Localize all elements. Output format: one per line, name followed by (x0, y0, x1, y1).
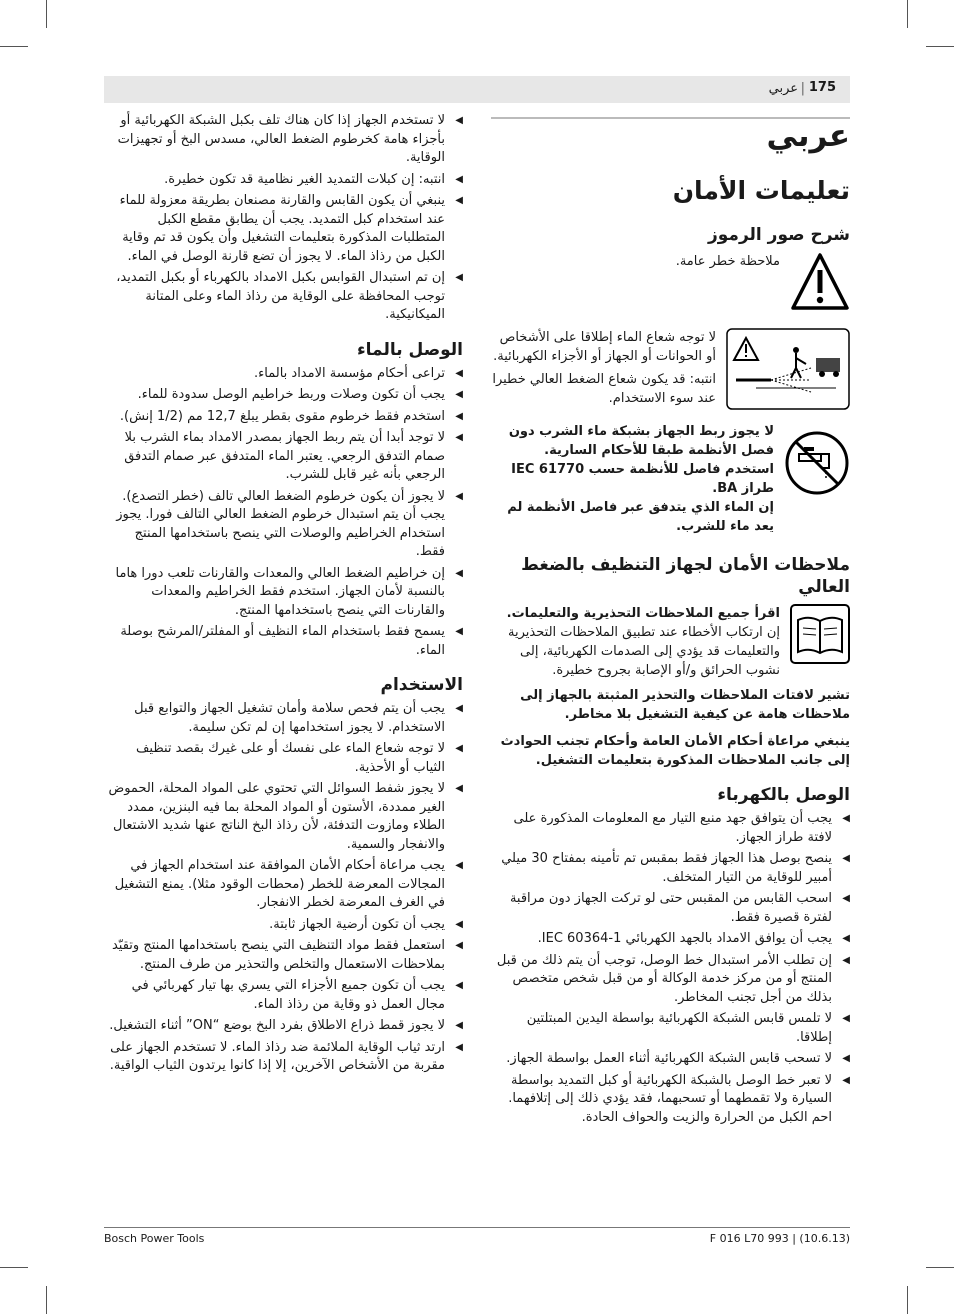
header-language: عربي (768, 81, 798, 96)
cable-list (104, 112, 463, 325)
right-column (491, 224, 850, 1130)
crop-mark (926, 46, 954, 47)
list-item-text: لا توجد أبدا أن يتم ربط الجهاز بمصدر الامداد بماء الشرب بلا صمام التدفق الرجعي. يعتبر الماء المتدفق عبر صمام التدفق الرجعي بأنه غير قابل للشرب. (124, 430, 445, 482)
list-item (491, 952, 850, 1008)
crop-mark (46, 1286, 47, 1314)
list-item (104, 916, 463, 935)
bullet-arrow-icon: ◀ (455, 980, 463, 991)
list-item-text: ينصح بوصل هذا الجهاز فقط بمقبس تم تأمينه بمفتاح 30 ميلي أمبير للوقاية من التيار المتخلف. (501, 851, 832, 885)
footer-brand: Bosch Power Tools (104, 1232, 205, 1245)
list-item-text: يجب أن يتوافق جهد منبع التيار مع المعلومات المذكورة على لافتة طراز الجهاز. (513, 811, 832, 845)
list-item (104, 408, 463, 427)
no-drinking-texts (491, 422, 774, 536)
electrical-heading: الوصل بالكهرباء (717, 785, 850, 805)
bullet-arrow-icon: ◀ (455, 272, 463, 283)
crop-mark (0, 1267, 28, 1268)
water-connection-heading: الوصل بالماء (356, 339, 463, 360)
list-item (491, 810, 850, 847)
water-bold-text: لا يجوز ربط الجهاز بشبكة ماء الشرب دون فصل الأنظمة طبقا للأحكام السارية. استخدم فاصل للأنظمة حسب IEC 61770 طراز BA. (508, 424, 774, 496)
list-item (104, 112, 463, 168)
safety-title: تعليمات الأمان (672, 176, 850, 205)
read-manual-row (491, 604, 850, 680)
bullet-arrow-icon: ◀ (842, 813, 850, 824)
water-bold-text-2: إن الماء الذي يتدفق عبر فاصل الأنظمة لم يعد ماء للشرب. (507, 500, 774, 534)
read-manual-bold: اقرأ جميع الملاحظات التحذيرية والتعليمات. (506, 606, 780, 621)
list-item (104, 937, 463, 974)
symbol-general-danger (491, 252, 850, 316)
bullet-arrow-icon: ◀ (842, 1053, 850, 1064)
list-item (491, 850, 850, 887)
list-item-text: لا يجوز قمط ذراع الاطلاق بفرد البخ بوضع “ON” أثناء التشغيل. (109, 1018, 445, 1033)
page-title: عربي (766, 118, 850, 154)
list-item-text: استعمل فقط مواد التنظيف التي ينصح باستخدامها المنتج وتقيّد بملاحظات الاستعمال والتخلص والتحذير من طرف المنتج. (111, 938, 445, 972)
list-item-text: لا يجوز شفط السوائل التي تحتوي على المواد المحلة، الحموض الغير ممددة، الأستون أو المواد المحلة بما فيه البنزين، ممدد الطلاء ومازوت التدفئة، لأن رذاذ البخ الناتج عنها شديد الاشتعال والانفجار والسمية. (108, 781, 445, 852)
water-jet-text-1: لا توجه شعاع الماء إطلاقا على الأشخاص أو الحوانات أو الجهاز أو الأجزاء الكهربائية. (493, 330, 716, 364)
list-item-text: لا توجه شعاع الماء على نفسك أو على غيرك بقصد تنظيف الثياب أو الأحذية. (135, 741, 445, 775)
symbols-heading: شرح صور الرموز (707, 225, 850, 245)
list-item-text: إن تطلب الأمر استبدال خط الوصل، توجب أن يتم ذلك من قبل المنتج أو من مركز خدمة الوكالة أو من قبل شخص متخصص بذلك من أجل تجنب المخاطر. (496, 952, 832, 1005)
no-tap-icon (784, 430, 850, 500)
list-item-text: يسمح فقط باستخدام الماء النظيف أو المفلتر/المرشح بوصلة الماء. (120, 624, 445, 658)
crop-mark (907, 1286, 908, 1314)
list-item-text: لا تستخدم الجهاز إذا كان هناك تلف بكبل الشبكة الكهربائية أو بأجزاء هامة كخرطوم الضغط العالي، مسدس البخ أو تجهيزات الوقاية. (117, 113, 445, 165)
bullet-arrow-icon: ◀ (455, 743, 463, 754)
list-item (104, 1039, 463, 1076)
page-header (104, 76, 850, 103)
bullet-arrow-icon: ◀ (455, 367, 463, 379)
book-icon (790, 604, 850, 668)
usage-list (104, 700, 463, 1076)
list-item (491, 930, 850, 949)
list-item-text: اسحب القابس من المقبس حتى لو تركت الجهاز دون مراقبة لفترة قصيرة فقط. (509, 891, 832, 925)
bullet-arrow-icon: ◀ (455, 1020, 463, 1031)
list-item (104, 192, 463, 266)
list-item-text: إن تم استبدال القوابس بكبل الامداد بالكهرباء أو بكبل التمديد، توجب المحافظة على الوقاية من رذاذ الماء وعلى المتانة الميكانيكية. (116, 270, 445, 322)
list-item (491, 890, 850, 927)
list-item-text: يجب أن تكون وصلات وربط خراطيم الوصل سدودة للماء. (137, 387, 445, 402)
bullet-arrow-icon: ◀ (455, 173, 463, 185)
header-separator: | (800, 81, 805, 96)
bullet-arrow-icon: ◀ (455, 783, 463, 794)
list-item-text: لا تسحب قابس الشبكة الكهربائية أثناء العمل بواسطة الجهاز. (506, 1051, 832, 1066)
list-item (104, 857, 463, 913)
list-item-text: انتبه: إن كبلات التمديد الغير نظامية قد تكون خطيرة. (164, 171, 445, 187)
bullet-arrow-icon: ◀ (455, 195, 463, 206)
list-item-text: يجب أن يتم فحص سلامة وأمان تشغيل الجهاز والتوابع قبل الاستخدام. لا يجوز استخدامها إن لم تكن سليمة. (134, 701, 445, 735)
bullet-arrow-icon: ◀ (842, 1013, 850, 1024)
list-item (104, 386, 463, 405)
list-item (491, 1050, 850, 1069)
bullet-arrow-icon: ◀ (455, 490, 463, 502)
list-item (104, 565, 463, 621)
list-item-text: لا تلمس قابس الشبكة الكهربائية بواسطة اليدين المبتلتين إطلاقا. (526, 1011, 832, 1045)
bullet-arrow-icon: ◀ (455, 860, 463, 871)
list-item (104, 365, 463, 384)
symbol-no-drinking-water (491, 422, 850, 536)
general-danger-text: ملاحظة خطر عامة. (675, 254, 780, 269)
bullet-arrow-icon: ◀ (455, 703, 463, 714)
list-item (104, 977, 463, 1014)
bullet-arrow-icon: ◀ (455, 115, 463, 126)
list-item (104, 740, 463, 777)
bullet-arrow-icon: ◀ (842, 933, 850, 944)
water-connection-list (104, 365, 463, 661)
crop-mark (46, 0, 47, 28)
water-jet-texts (491, 328, 716, 408)
crop-mark (907, 0, 908, 28)
footer-doc-id: F 016 L70 993 | (10.6.13) (709, 1232, 850, 1245)
bullet-arrow-icon: ◀ (455, 918, 463, 930)
bullet-arrow-icon: ◀ (455, 567, 463, 579)
left-column (104, 112, 463, 1079)
list-item-text: يجب مراعاة أحكام الأمان الموافقة عند استخدام الجهاز في المجالات المعرضة للخطر (محطات الوقود مثلا). يمنع التشغيل في الغرف المعرضة لخطر الانفجار. (114, 858, 445, 910)
bullet-arrow-icon: ◀ (842, 1074, 850, 1086)
labels-note: تشير لافتات الملاحظات والتحذير المثبتة بالجهاز إلى ملاحظات هامة عن كيفية التشغيل بلا مخاطر. (520, 688, 850, 722)
bullet-arrow-icon: ◀ (455, 389, 463, 400)
list-item (104, 780, 463, 854)
list-item (104, 623, 463, 660)
list-item-text: يجب أن تكون أرضية الجهاز ثابتة. (269, 916, 445, 932)
page-number: 175 (808, 80, 836, 95)
bullet-arrow-icon: ◀ (842, 954, 850, 966)
water-jet-warning-icon (726, 328, 850, 414)
general-safety-heading: ملاحظات الأمان لجهاز التنظيف بالضغط العالي (521, 555, 850, 597)
list-item-text: تراعى أحكام مؤسسة الامداد بالماء. (254, 365, 445, 381)
crop-mark (0, 46, 28, 47)
bullet-arrow-icon: ◀ (455, 432, 463, 443)
list-item-text: إن خراطيم الضغط العالي والمعدات والقارنات تلعب دورا هاما بالنسبة لأمان الجهاز. استخدم فقط الخراطيم والمعدات والقارنات التي ينصح باستخدامها المنتج. (115, 565, 445, 618)
electrical-list (491, 810, 850, 1127)
bullet-arrow-icon: ◀ (842, 893, 850, 904)
list-item (104, 171, 463, 190)
accident-rules-note: ينبغي مراعاة أحكام الأمان العامة وأحكام تجنب الحوادث إلى جانب الملاحظات المذكورة بتعليمات التشغيل. (500, 734, 850, 768)
read-manual-texts (491, 604, 780, 680)
usage-heading: الاستخدام (380, 675, 463, 695)
list-item (104, 700, 463, 737)
list-item-text: لا تعبر خط الوصل بالشبكة الكهربائية أو كبل التمديد بواسطة السيارة ولا تقمطهما أو تسحبهما، فقد يؤدي ذلك إلى إتلافهما. احم الكبل من الحرارة والزيت والحواف الحادة. (508, 1072, 832, 1125)
list-item (104, 1017, 463, 1036)
list-item-text: لا يجوز أن يكون خرطوم الضغط العالي تالف (خطر التصدع). يجب أن يتم استبدال خرطوم الضغط العالي التالف فورا. يجوز استخدام الخراطيم والوصلات التي ينصح باستخدامها المنتج فقط. (116, 488, 445, 559)
list-item (491, 1010, 850, 1047)
bullet-arrow-icon: ◀ (455, 1041, 463, 1053)
symbol-water-jet (491, 328, 850, 414)
list-item (104, 488, 463, 562)
bullet-arrow-icon: ◀ (455, 626, 463, 637)
bullet-arrow-icon: ◀ (842, 853, 850, 864)
list-item-text: ينبغي أن يكون القابس والقارنة مصنعان بطريقة معزولة للماء عند استخدام كبل التمديد. يجب أن يطابق مقطع الكبل المتطلبات المذكورة بتعليمات التشغيل وأن يكون قد تم وقاية الكبل من رذاذ الماء. لا يجوز أن تضع قارنة الوصل في الماء. (119, 193, 445, 264)
list-item (104, 429, 463, 485)
list-item-text: استخدم فقط خرطوم مقوى بقطر يبلغ 12,7 مم (1/2 إنش). (119, 408, 445, 424)
water-jet-text-2: انتبه: قد يكون شعاع الضغط العالي خطيرا عند سوء الاستخدام. (492, 372, 716, 406)
list-item-text: يجب أن تكون جميع الأجزاء التي يسري بها تيار كهربائي في مجال العمل ذو وقاية من رذاذ الماء. (131, 978, 445, 1012)
list-item (104, 269, 463, 325)
read-manual-text: إن ارتكاب الأخطاء عند تطبيق الملاحظات التحذيرية والتعليمات قد يؤدي إلى الصدمات الكهربائية، إلى نشوب الحرائق و/أو الإصابة بجروح خطيرة. (508, 625, 780, 678)
bullet-arrow-icon: ◀ (455, 940, 463, 951)
list-item-text: يجب أن يوافق الامداد بالجهد الكهربائي IEC 60364-1. (537, 931, 832, 946)
list-item-text: ارتد ثياب الوقاية الملائمة ضد رذاذ الماء. لا تستخدم الجهاز على مقربة من الأشخاص الآخرين، إلا إذا كانوا يرتدون الثياب الواقية. (109, 1039, 445, 1073)
warning-triangle-icon (790, 252, 850, 316)
crop-mark (926, 1267, 954, 1268)
footer-rule (104, 1227, 850, 1228)
list-item (491, 1072, 850, 1128)
bullet-arrow-icon: ◀ (455, 410, 463, 422)
